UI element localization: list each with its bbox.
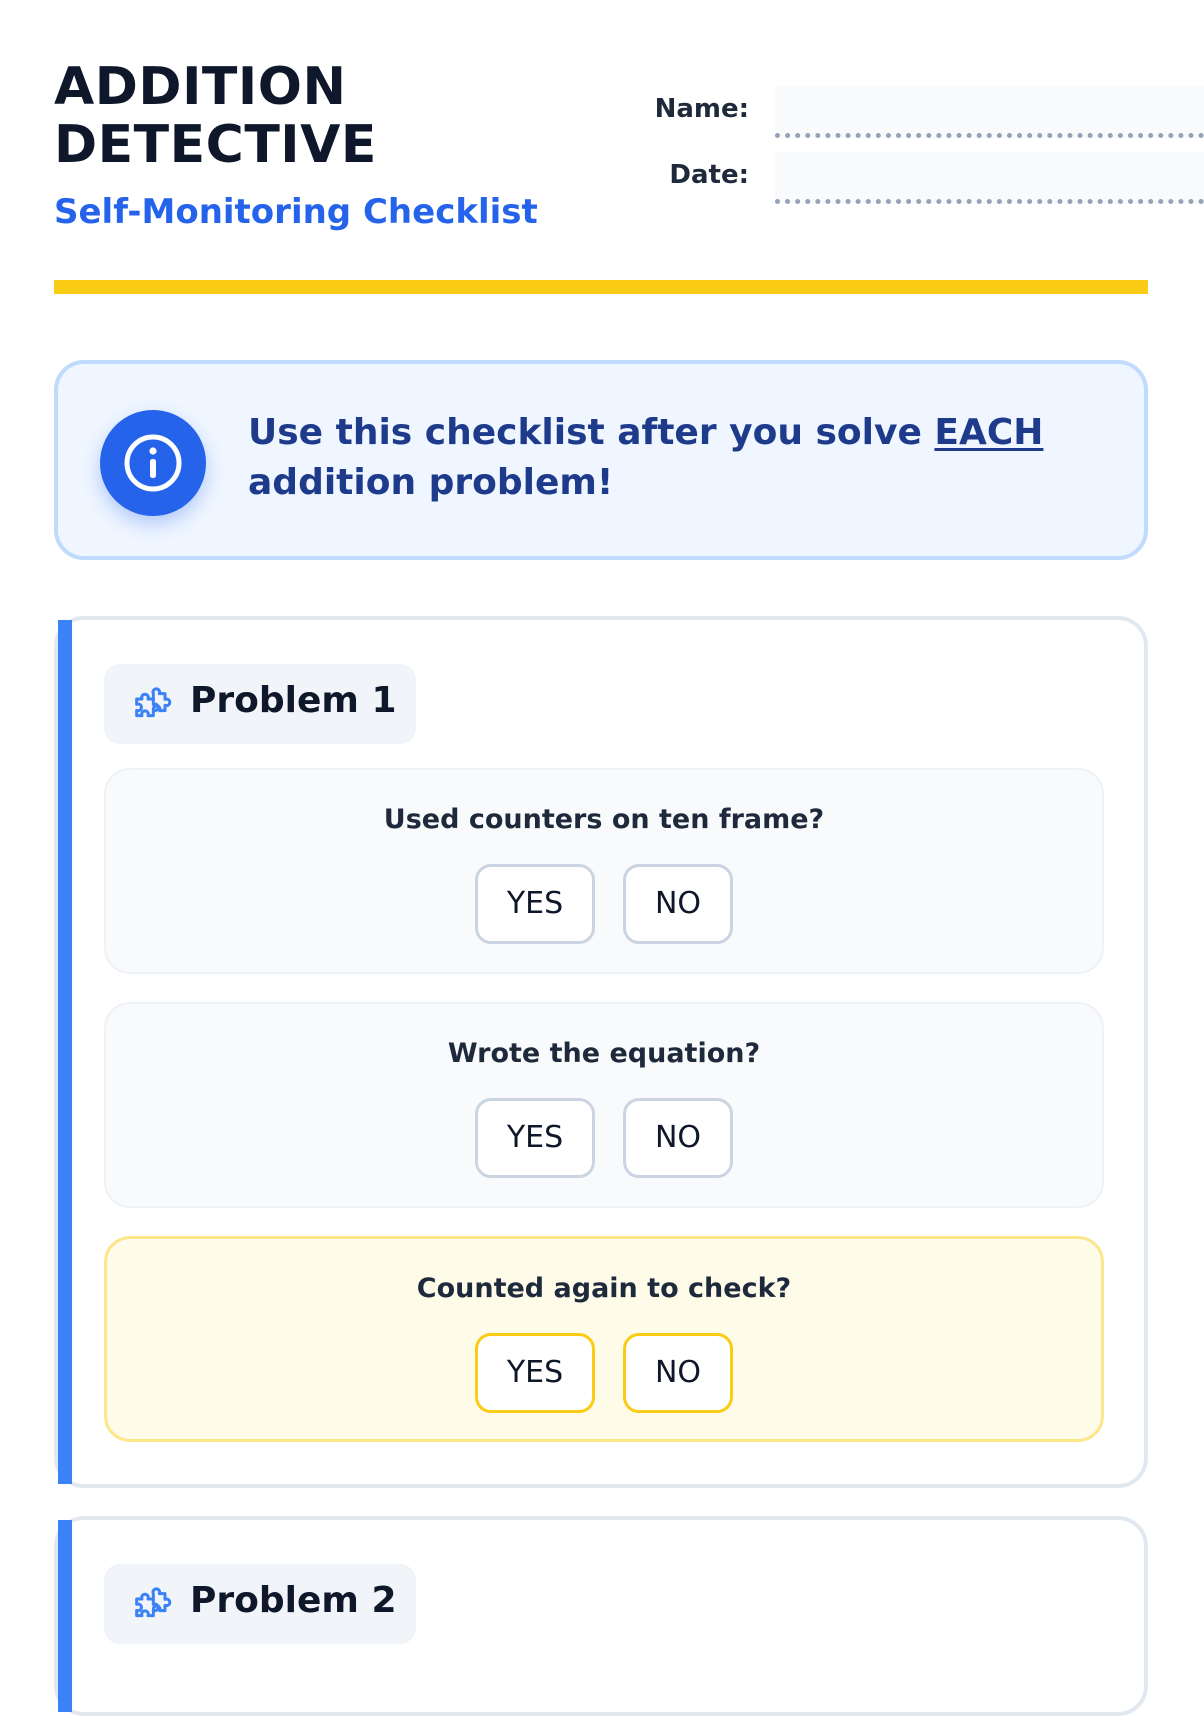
no-button[interactable]: NO — [623, 1098, 733, 1178]
title-line-1: ADDITION — [54, 57, 347, 117]
checklist-question — [104, 768, 1104, 974]
info-icon — [100, 410, 206, 516]
no-button[interactable]: NO — [623, 864, 733, 944]
question-text: Wrote the equation? — [447, 1038, 761, 1069]
instruction-text — [248, 408, 1108, 508]
problem-tag — [104, 1564, 416, 1644]
yes-button[interactable]: YES — [475, 1333, 595, 1413]
date-field[interactable] — [775, 152, 1204, 204]
problem-card — [54, 1516, 1148, 1716]
yes-button[interactable]: YES — [475, 1098, 595, 1178]
answer-buttons — [106, 1098, 1102, 1178]
problem-label: Problem 1 — [190, 680, 397, 721]
problem-label: Problem 2 — [190, 1580, 397, 1621]
date-label: Date: — [669, 160, 749, 190]
no-button[interactable]: NO — [623, 1333, 733, 1413]
instruction-text-end: addition problem! — [248, 462, 614, 503]
student-fields — [609, 86, 1204, 218]
puzzle-icon — [130, 1584, 170, 1624]
instruction-banner — [54, 360, 1148, 560]
answer-buttons — [106, 864, 1102, 944]
instruction-text-start: Use this checklist after you solve — [248, 412, 935, 453]
checklist-question-highlighted — [104, 1236, 1104, 1442]
header-divider — [54, 280, 1148, 294]
date-field-row — [609, 152, 1204, 218]
worksheet-header — [54, 58, 1148, 248]
answer-buttons — [107, 1333, 1101, 1413]
instruction-emphasis: EACH — [934, 412, 1044, 453]
question-text: Counted again to check? — [416, 1273, 792, 1304]
worksheet-subtitle: Self-Monitoring Checklist — [54, 192, 538, 232]
checklist-question — [104, 1002, 1104, 1208]
yes-button[interactable]: YES — [475, 864, 595, 944]
puzzle-icon — [130, 684, 170, 724]
problem-card — [54, 616, 1148, 1488]
name-field-row — [609, 86, 1204, 152]
title-line-2: DETECTIVE — [54, 115, 377, 175]
name-field[interactable] — [775, 86, 1204, 138]
name-label: Name: — [654, 94, 749, 124]
problem-tag — [104, 664, 416, 744]
question-text: Used counters on ten frame? — [383, 804, 825, 835]
